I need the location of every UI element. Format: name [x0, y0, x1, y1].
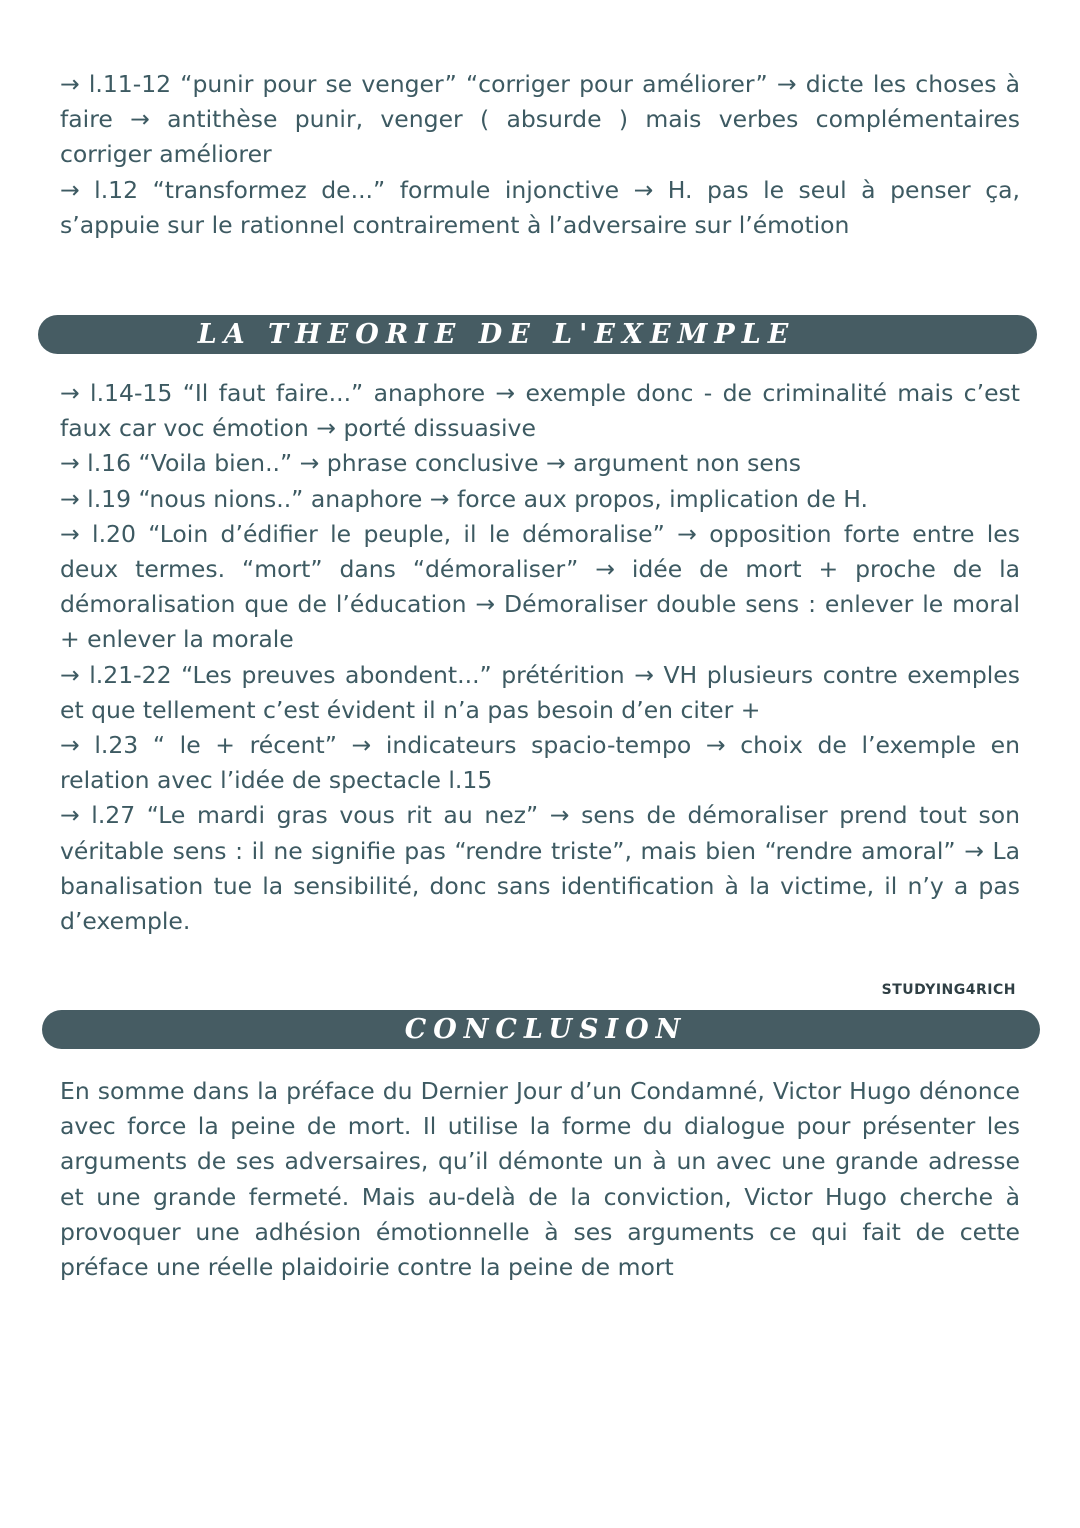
- section-title: CONCLUSION: [404, 1014, 688, 1045]
- theorie-notes: [60, 376, 1020, 939]
- note-paragraph: → l.16 “Voila bien..” → phrase conclusive → argument non sens: [60, 449, 802, 478]
- note-paragraph: → l.27 “Le mardi gras vous rit au nez” → sens de démoraliser prend tout son véritable sens : il ne signifie pas “rendre triste”, mais bien “rendre amoral” → La banalisation tue la sensibilité, donc sans identification à la victime, il n’y a pas d’exemple.: [60, 801, 1020, 936]
- section-title: LA THEORIE DE L'EXEMPLE: [197, 319, 796, 350]
- note-paragraph: → l.11-12 “punir pour se venger” “corriger pour améliorer” → dicte les choses à faire → antithèse punir, venger ( absurde ) mais verbes complémentaires corriger améliorer: [60, 70, 1020, 169]
- watermark: STUDYING4RICH: [881, 982, 1016, 998]
- section-banner-theorie: [38, 315, 1037, 354]
- note-paragraph: → l.21-22 “Les preuves abondent...” prétérition → VH plusieurs contre exemples et que tellement c’est évident il n’a pas besoin d’en citer +: [60, 660, 1020, 724]
- note-paragraph: → l.20 “Loin d’édifier le peuple, il le démoralise” → opposition forte entre les deux termes. “mort” dans “démoraliser” → idée de mort + proche de la démoralisation que de l’éducation → Démoraliser double sens : enlever le moral + enlever la morale: [60, 519, 1020, 654]
- section-banner-conclusion: [42, 1010, 1040, 1049]
- conclusion-paragraph: En somme dans la préface du Dernier Jour d’un Condamné, Victor Hugo dénonce avec force la peine de mort. Il utilise la forme du dialogue pour présenter les arguments de ses adversaires, qu’il démonte un à un avec une grande adresse et une grande fermeté. Mais au-delà de la conviction, Victor Hugo cherche à provoquer une adhésion émotionnelle à ses arguments ce qui fait de cette préface une réelle plaidoirie contre la peine de mort: [60, 1077, 1020, 1282]
- note-paragraph: → l.12 “transformez de...” formule injonctive → H. pas le seul à penser ça, s’appuie sur le rationnel contrairement à l’adversaire sur l’émotion: [60, 175, 1020, 239]
- intro-notes: [60, 67, 1020, 243]
- note-paragraph: → l.19 “nous nions..” anaphore → force aux propos, implication de H.: [60, 484, 868, 513]
- note-paragraph: → l.14-15 “Il faut faire...” anaphore → exemple donc - de criminalité mais c’est faux car voc émotion → porté dissuasive: [60, 379, 1020, 443]
- conclusion-text: [60, 1074, 1020, 1285]
- note-paragraph: → l.23 “ le + récent” → indicateurs spacio-tempo → choix de l’exemple en relation avec l’idée de spectacle l.15: [60, 731, 1020, 795]
